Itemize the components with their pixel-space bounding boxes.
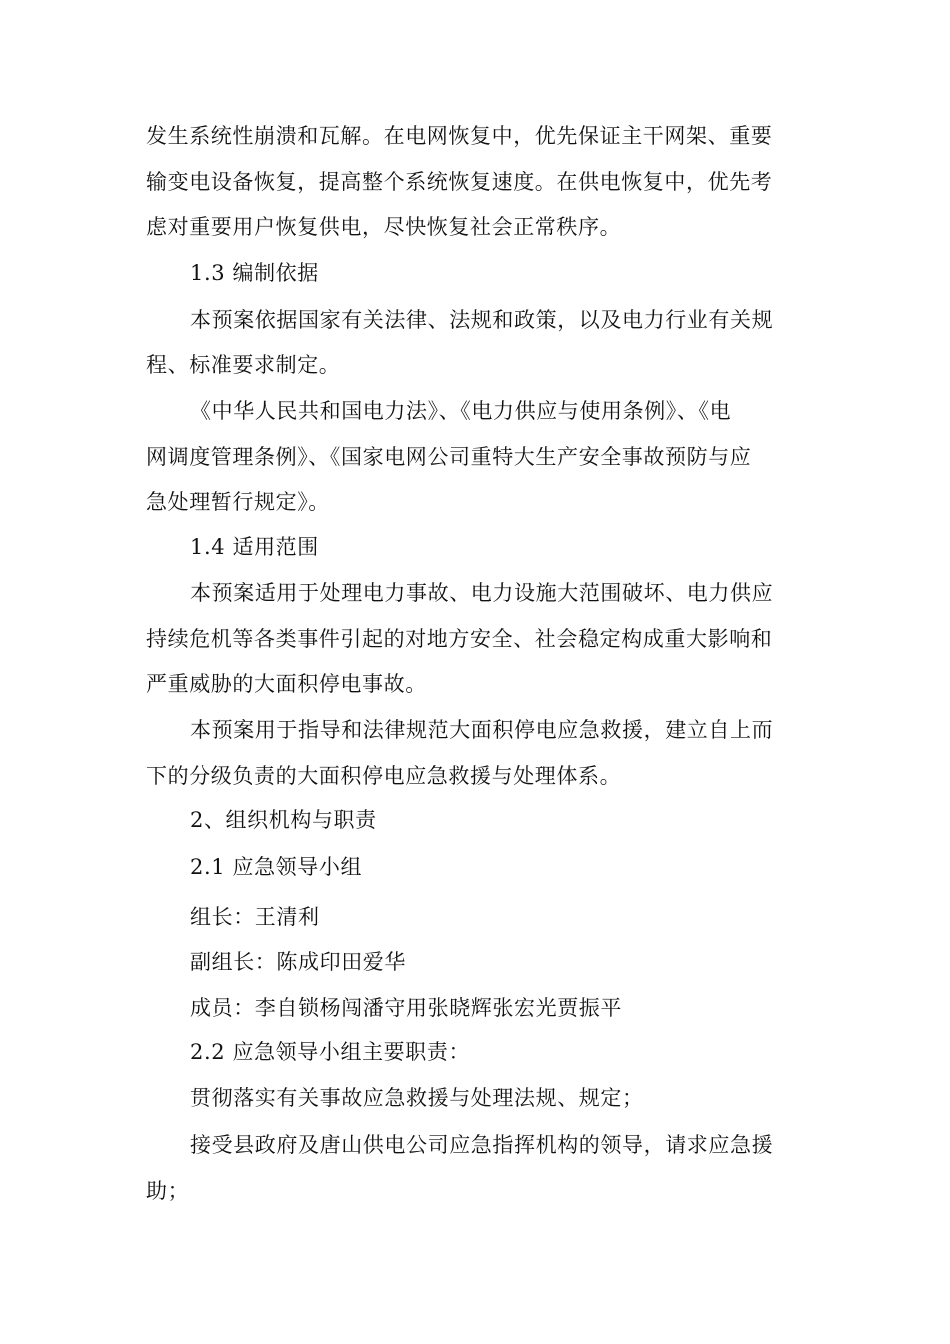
body-line: 本预案依据国家有关法律、法规和政策，以及电力行业有关规 <box>190 308 774 332</box>
body-line: 网调度管理条例》、《国家电网公司重特大生产安全事故预防与应 <box>146 445 752 469</box>
body-line: 持续危机等各类事件引起的对地方安全、社会稳定构成重大影响和 <box>146 627 773 651</box>
body-line: 成员：李自锁杨闯潘守用张晓辉张宏光贾振平 <box>190 996 622 1020</box>
body-line: 组长：王清利 <box>190 905 320 929</box>
body-line: 《中华人民共和国电力法》、《电力供应与使用条例》、《电 <box>190 399 732 423</box>
section-heading-2-1: 2.1 应急领导小组 <box>190 855 363 879</box>
body-line: 本预案适用于处理电力事故、电力设施大范围破坏、电力供应 <box>190 581 774 605</box>
body-line: 严重威胁的大面积停电事故。 <box>146 672 427 696</box>
body-line: 接受县政府及唐山供电公司应急指挥机构的领导，请求应急援 <box>190 1133 774 1157</box>
body-line: 副组长：陈成印田爱华 <box>190 950 406 974</box>
body-line: 虑对重要用户恢复供电，尽快恢复社会正常秩序。 <box>146 215 622 239</box>
body-line: 急处理暂行规定》。 <box>146 490 330 514</box>
body-line: 程、标准要求制定。 <box>146 353 341 377</box>
section-heading-1-3: 1.3 编制依据 <box>190 261 319 285</box>
section-heading-2: 2、组织机构与职责 <box>190 808 377 832</box>
section-heading-1-4: 1.4 适用范围 <box>190 535 319 559</box>
body-line: 助； <box>146 1179 190 1203</box>
body-line: 贯彻落实有关事故应急救援与处理法规、规定； <box>190 1086 644 1110</box>
body-line: 发生系统性崩溃和瓦解。在电网恢复中，优先保证主干网架、重要 <box>146 124 773 148</box>
section-heading-2-2: 2.2 应急领导小组主要职责： <box>190 1040 471 1064</box>
body-line: 下的分级负责的大面积停电应急救援与处理体系。 <box>146 764 622 788</box>
body-line: 输变电设备恢复，提高整个系统恢复速度。在供电恢复中，优先考 <box>146 170 773 194</box>
body-line: 本预案用于指导和法律规范大面积停电应急救援，建立自上而 <box>190 718 774 742</box>
